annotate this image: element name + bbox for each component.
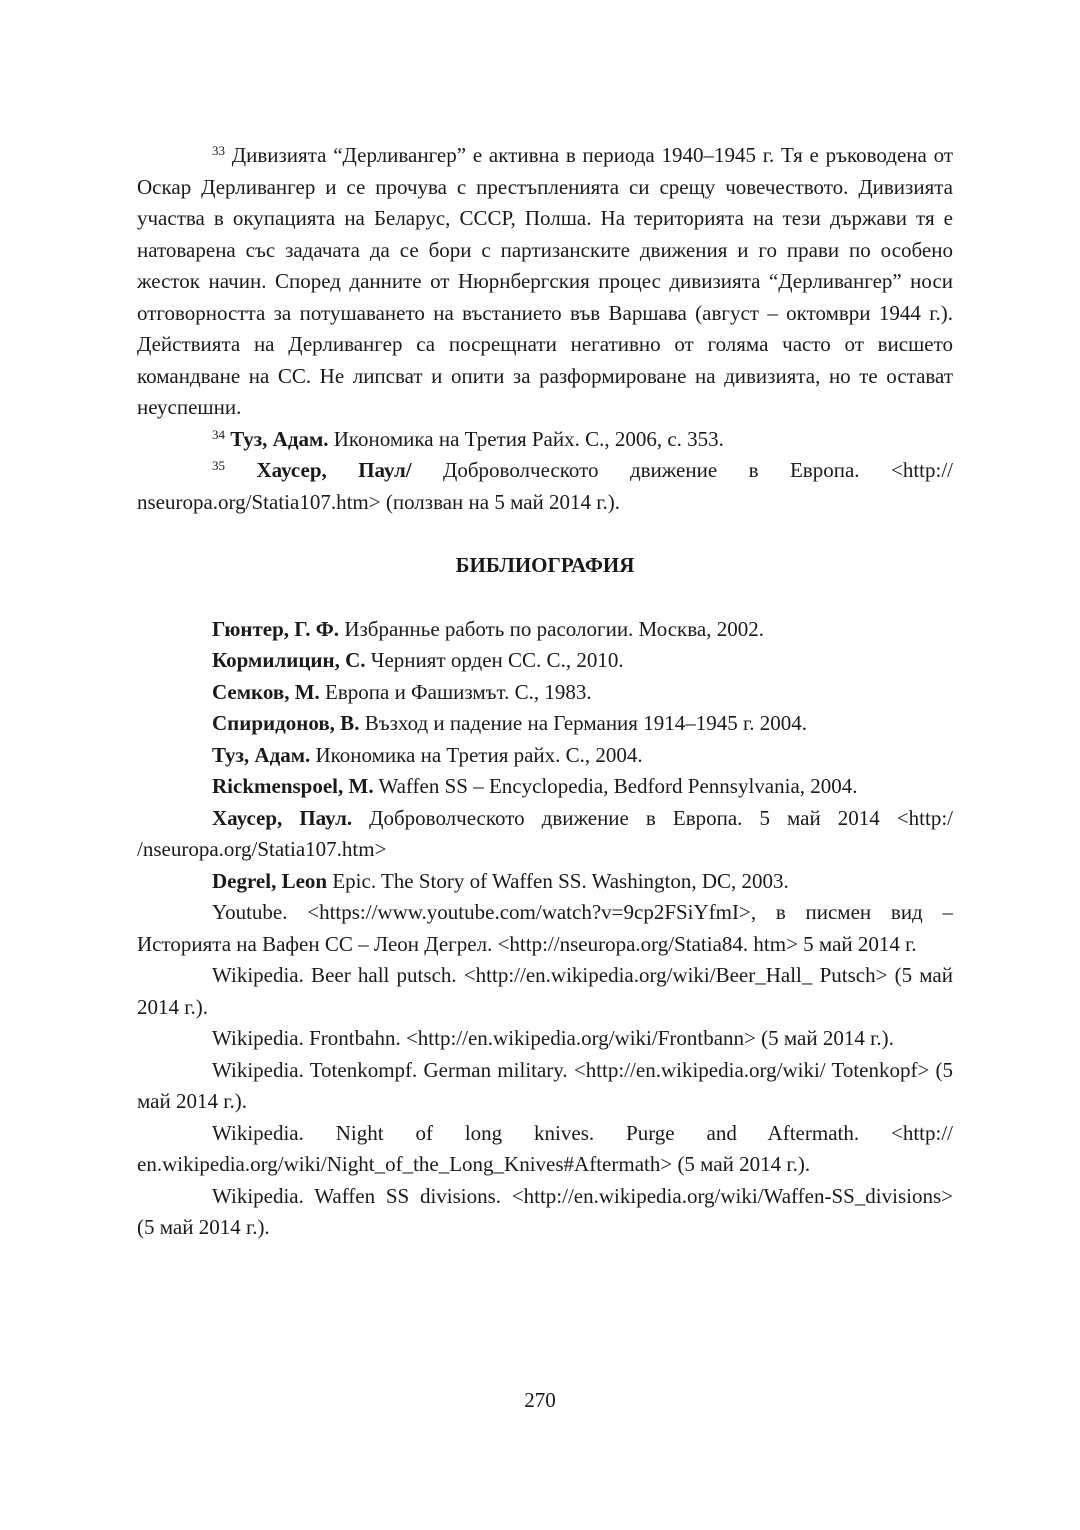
- bibliography-heading: БИБЛИОГРАФИЯ: [455, 553, 635, 577]
- footnote-35: [137, 455, 953, 518]
- bibliography-entry: [137, 677, 953, 709]
- entry-author: Хаусер, Паул.: [212, 805, 353, 830]
- entry-text: Икономика на Третия райх. С., 2004.: [310, 742, 643, 767]
- bibliography-entry: [137, 1118, 953, 1181]
- footnote-number: 33: [212, 143, 225, 158]
- bibliography-list: [137, 614, 953, 1244]
- bibliography-entry: [137, 897, 953, 960]
- footnote-34: [137, 424, 953, 456]
- bibliography-entry: [137, 960, 953, 1023]
- footnote-author: Хаусер, Паул/: [256, 458, 412, 482]
- entry-text: Wikipedia. Night of long knives. Purge and Aftermath. <http:// en.wikipedia.org/wiki/Night_of_the_Long_Knives#Aftermath> (5 май 2014 г.).: [137, 1120, 953, 1176]
- bibliography-entry: [137, 645, 953, 677]
- page-number: 270: [524, 1388, 556, 1412]
- bibliography-entry: [137, 1023, 953, 1055]
- footnote-text: Доброволческото движение в Европа. <http:// nseuropa.org/Statia107.htm> (ползван на 5 май 2014 г.).: [137, 458, 953, 514]
- footnotes: [137, 140, 953, 518]
- entry-text: Wikipedia. Totenkompf. German military. <http://en.wikipedia.org/wiki/ Totenkopf> (5 май 2014 г.).: [137, 1057, 953, 1113]
- bibliography-entry: [137, 771, 953, 803]
- entry-author: Спиридонов, В.: [212, 711, 360, 735]
- entry-text: Черният орден СС. С., 2010.: [365, 648, 624, 672]
- entry-author: Degrel, Leon: [212, 868, 328, 893]
- entry-text: Доброволческото движение в Европа. 5 май 2014 <http:/ /nseuropa.org/Statia107.htm>: [137, 805, 953, 861]
- bibliography-entry: [137, 740, 953, 772]
- entry-text: Wikipedia. Beer hall putsch. <http://en.wikipedia.org/wiki/Beer_Hall_ Putsch> (5 май 2014 г.).: [137, 963, 953, 1019]
- footnote-number: 35: [212, 458, 225, 473]
- entry-text: Waffen SS – Encyclopedia, Bedford Pennsylvania, 2004.: [373, 774, 858, 798]
- footnote-text: Икономика на Третия Райх. С., 2006, с. 353.: [328, 426, 724, 451]
- entry-text: Възход и падение на Германия 1914–1945 г. 2004.: [359, 711, 807, 735]
- entry-text: Wikipedia. Waffen SS divisions. <http://en.wikipedia.org/wiki/Waffen-SS_divisions> (5 май 2014 г.).: [137, 1183, 953, 1239]
- entry-author: Rickmenspoel, M.: [212, 774, 374, 798]
- entry-text: Youtube. <https://www.youtube.com/watch?v=9cp2FSiYfmI>, в писмен вид – Историята на Вафен СС – Леон Дегрел. <http://nseuropa.org/Statia84. htm> 5 май 2014 г.: [137, 900, 953, 956]
- entry-text: Epic. The Story of Waffen SS. Washington, DC, 2003.: [327, 868, 789, 893]
- entry-author: Гюнтер, Г. Ф.: [212, 616, 340, 641]
- bibliography-entry: [137, 1055, 953, 1118]
- entry-text: Избраннье работь по расологии. Москва, 2002.: [339, 616, 764, 641]
- page-body: [137, 140, 953, 1244]
- bibliography-entry: [137, 614, 953, 646]
- footnote-number: 34: [212, 426, 225, 442]
- entry-author: Туз, Адам.: [212, 742, 311, 767]
- bibliography-entry: [137, 803, 953, 866]
- bibliography-entry: [137, 708, 953, 740]
- bibliography-entry: [137, 866, 953, 898]
- entry-author: Семков, М.: [212, 679, 320, 704]
- bibliography-entry: [137, 1181, 953, 1244]
- entry-text: Европа и Фашизмът. С., 1983.: [319, 679, 592, 704]
- entry-author: Кормилицин, С.: [212, 648, 366, 672]
- footnote-33: [137, 140, 953, 424]
- footnote-author: Туз, Адам.: [230, 426, 329, 451]
- footnote-text: Дивизията “Дерливангер” е активна в периода 1940–1945 г. Тя е ръководена от Оскар Дерливангер и се прочува с престъпленията си срещу човечеството. Дивизията участва в окупацията на Беларус, СССР, Полша. На територията на тези държави тя е натоварена със задачата да се бори с партизанските движения и го прави по особено жесток начин. Според данните от Нюрнбергския процес дивизията “Дерливангер” носи отговорността за потушаването на въстанието във Варшава (август – октомври 1944 г.). Действията на Дерливангер са посрещнати негативно от голяма часто от висшето командване на СС. Не липсват и опити за разформироване на дивизията, но те остават неуспешни.: [137, 143, 953, 419]
- entry-text: Wikipedia. Frontbahn. <http://en.wikipedia.org/wiki/Frontbann> (5 май 2014 г.).: [212, 1026, 894, 1050]
